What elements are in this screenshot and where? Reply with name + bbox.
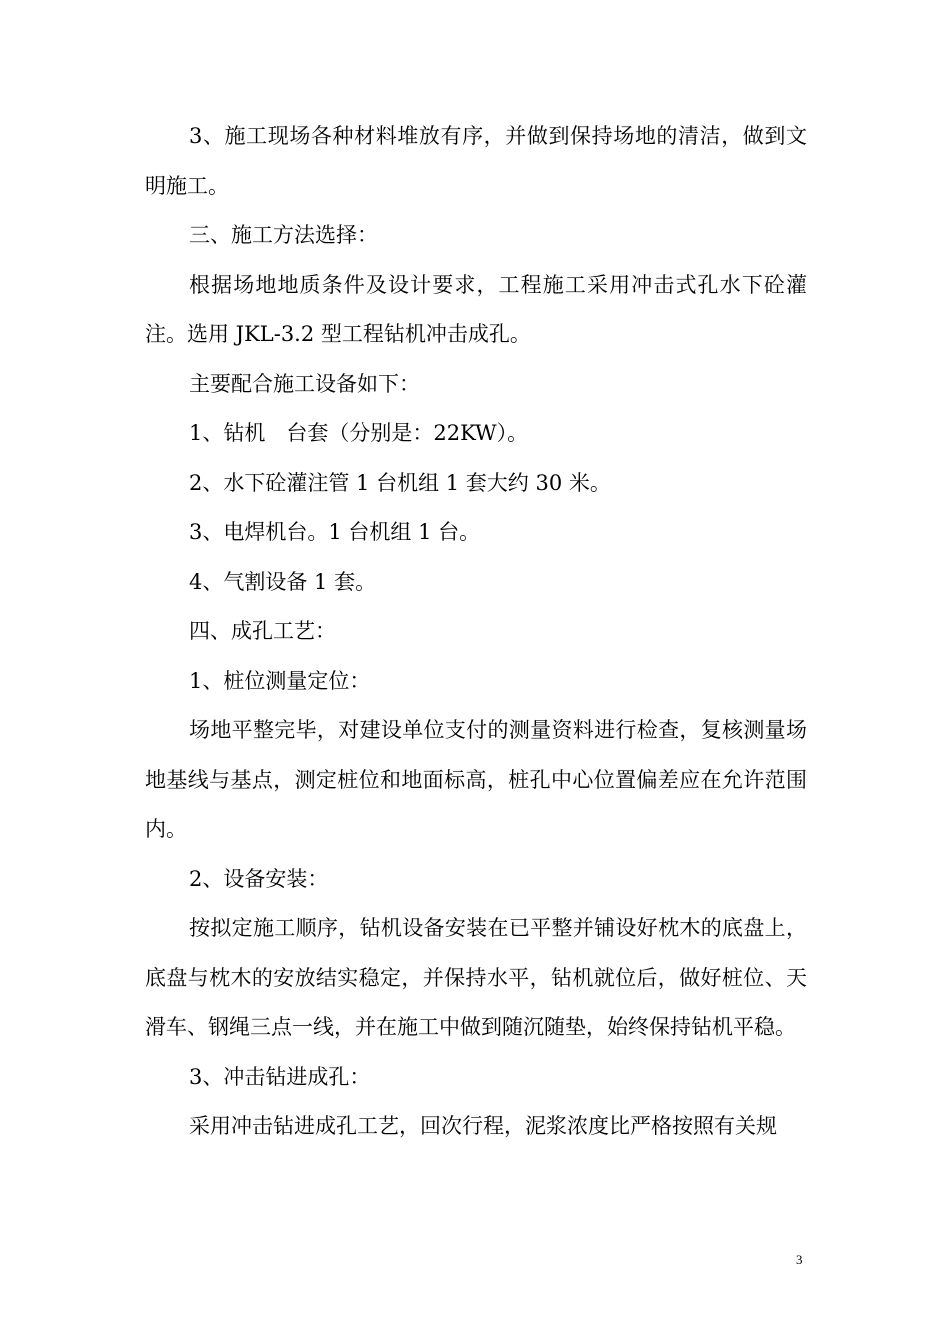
paragraph: 采用冲击钻进成孔工艺，回次行程，泥浆浓度比严格按照有关规 — [189, 1114, 777, 1138]
subsection-heading: 3、冲击钻进成孔： — [189, 1064, 371, 1089]
list-item: 4、气割设备 1 套。 — [189, 569, 377, 594]
paragraph: 3、施工现场各种材料堆放有序，并做到保持场地的清洁，做到文明施工。 — [145, 124, 807, 198]
page-number: 3 — [796, 1252, 803, 1267]
list-item: 1、钻机 台套（分别是：22KW）。 — [189, 421, 529, 445]
paragraph: 根据场地地质条件及设计要求，工程施工采用冲击式孔水下砼灌注。选用 JKL-3.2 型工程钻机冲击成孔。 — [145, 272, 807, 346]
section-heading: 四、成孔工艺： — [189, 619, 336, 643]
subsection-heading: 2、设备安装： — [189, 866, 329, 891]
paragraph: 按拟定施工顺序，钻机设备安装在已平整并铺设好枕木的底盘上，底盘与枕木的安放结实稳定，并保持水平，钻机就位后，做好桩位、天滑车、钢绳三点一线，并在施工中做到随沉随垫，始终保持钻机平稳。 — [145, 916, 807, 1039]
body-text — [145, 112, 807, 1152]
section-heading: 三、施工方法选择： — [189, 223, 378, 247]
paragraph: 主要配合施工设备如下： — [189, 371, 420, 396]
paragraph: 场地平整完毕，对建设单位支付的测量资料进行检查，复核测量场地基线与基点，测定桩位和地面标高，桩孔中心位置偏差应在允许范围内。 — [145, 718, 807, 841]
list-item: 2、水下砼灌注管 1 台机组 1 套大约 30 米。 — [189, 470, 611, 495]
subsection-heading: 1、桩位测量定位： — [189, 668, 371, 693]
list-item: 3、电焊机台。1 台机组 1 台。 — [189, 520, 481, 544]
